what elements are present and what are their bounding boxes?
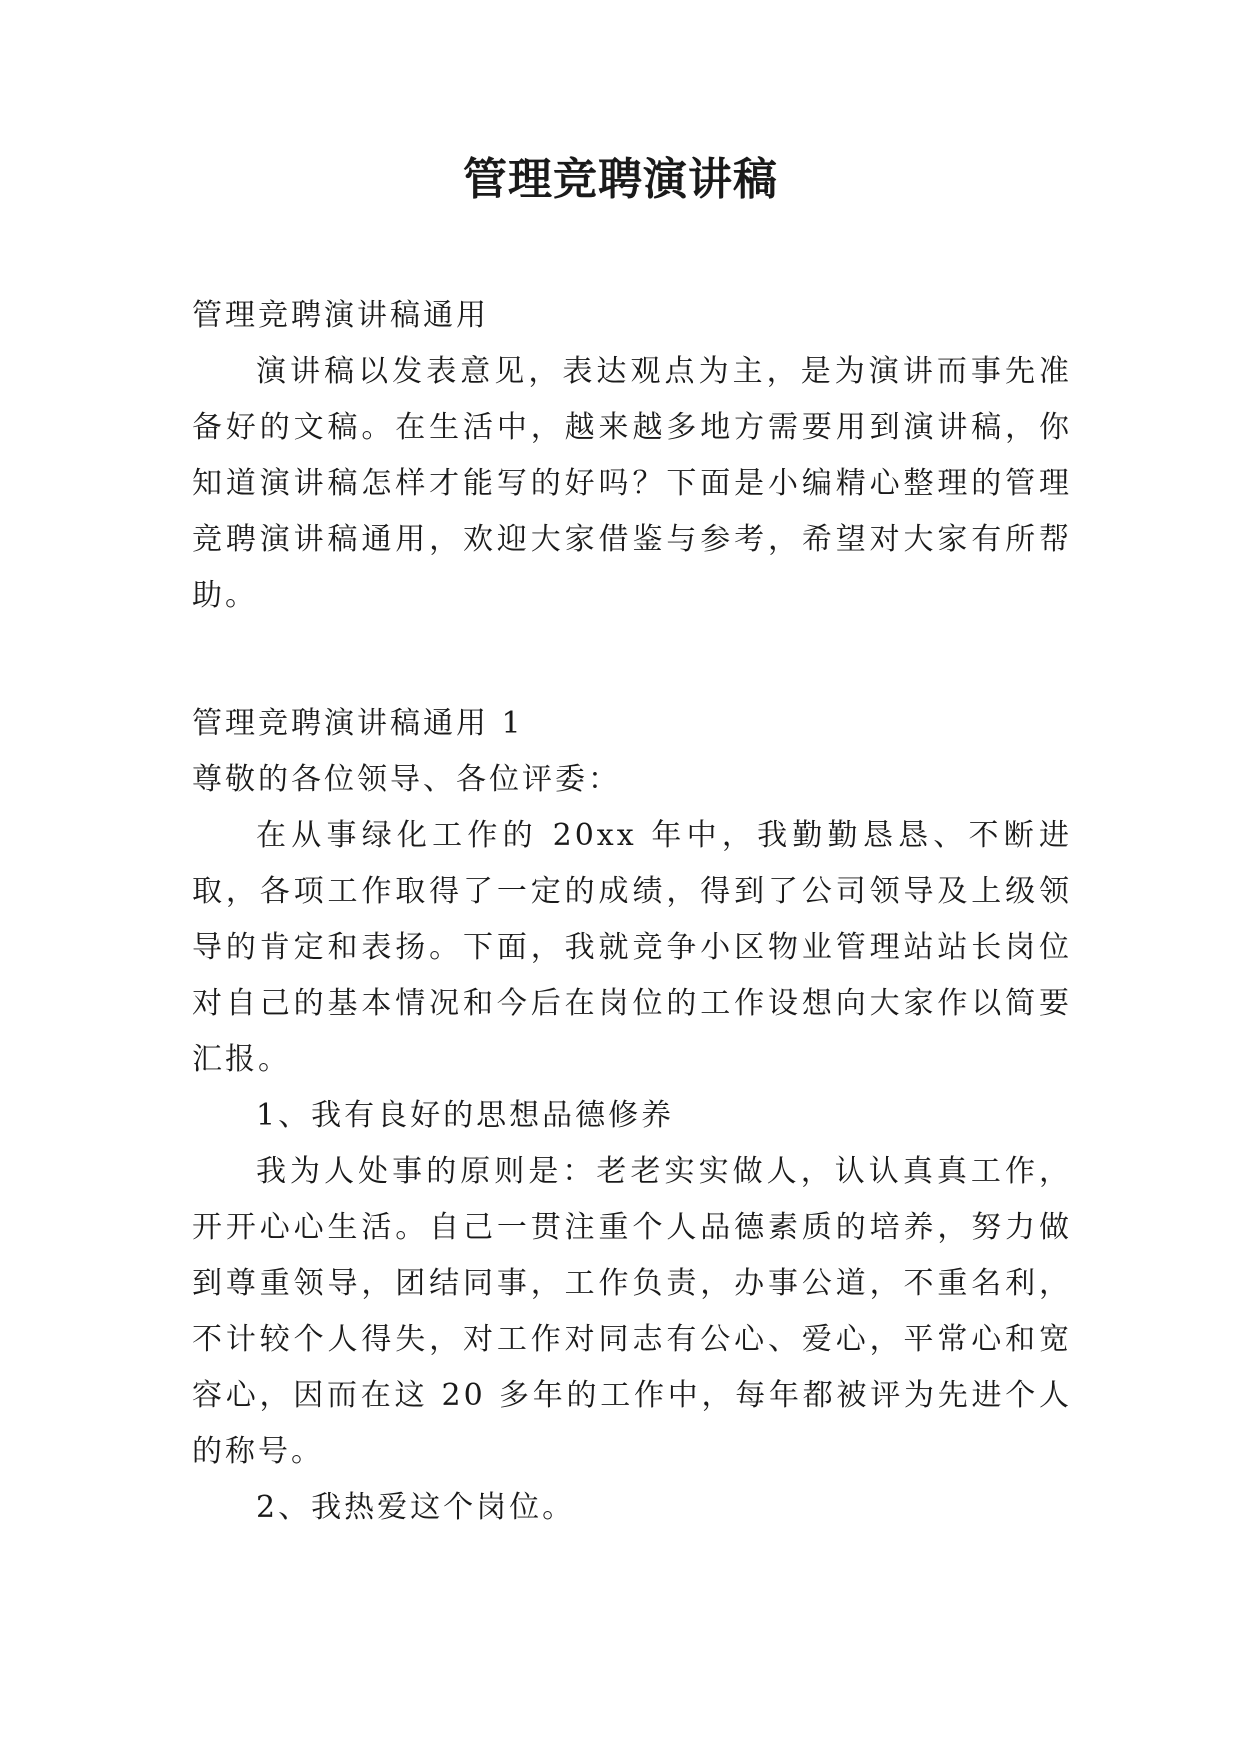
body-paragraph-1: 在从事绿化工作的 20xx 年中，我勤勤恳恳、不断进取，各项工作取得了一定的成绩，得到了公司领导及上级领导的肯定和表扬。下面，我就竞争小区物业管理站站长岗位对自己的基本情况和今后在岗位的工作设想向大家作以简要汇报。: [192, 818, 1072, 1077]
document-body: [192, 288, 1072, 1536]
salutation: 尊敬的各位领导、各位评委：: [192, 762, 621, 797]
document-title: 管理竞聘演讲稿: [463, 154, 778, 205]
section-heading: 管理竞聘演讲稿通用 1: [192, 706, 524, 741]
point-heading-2: 2、我热爱这个岗位。: [256, 1490, 576, 1525]
intro-paragraph: 演讲稿以发表意见，表达观点为主，是为演讲而事先准备好的文稿。在生活中，越来越多地方需要用到演讲稿，你知道演讲稿怎样才能写的好吗？下面是小编精心整理的管理竞聘演讲稿通用，欢迎大家借鉴与参考，希望对大家有所帮助。: [192, 354, 1072, 613]
document-subtitle: 管理竞聘演讲稿通用: [192, 298, 489, 333]
section-spacer: [192, 624, 1072, 696]
point-heading-1: 1、我有良好的思想品德修养: [256, 1098, 675, 1133]
body-paragraph-2: 我为人处事的原则是：老老实实做人，认认真真工作，开开心心生活。自己一贯注重个人品德素质的培养，努力做到尊重领导，团结同事，工作负责，办事公道，不重名利，不计较个人得失，对工作对同志有公心、爱心，平常心和宽容心，因而在这 20 多年的工作中，每年都被评为先进个人的称号。: [192, 1154, 1072, 1469]
